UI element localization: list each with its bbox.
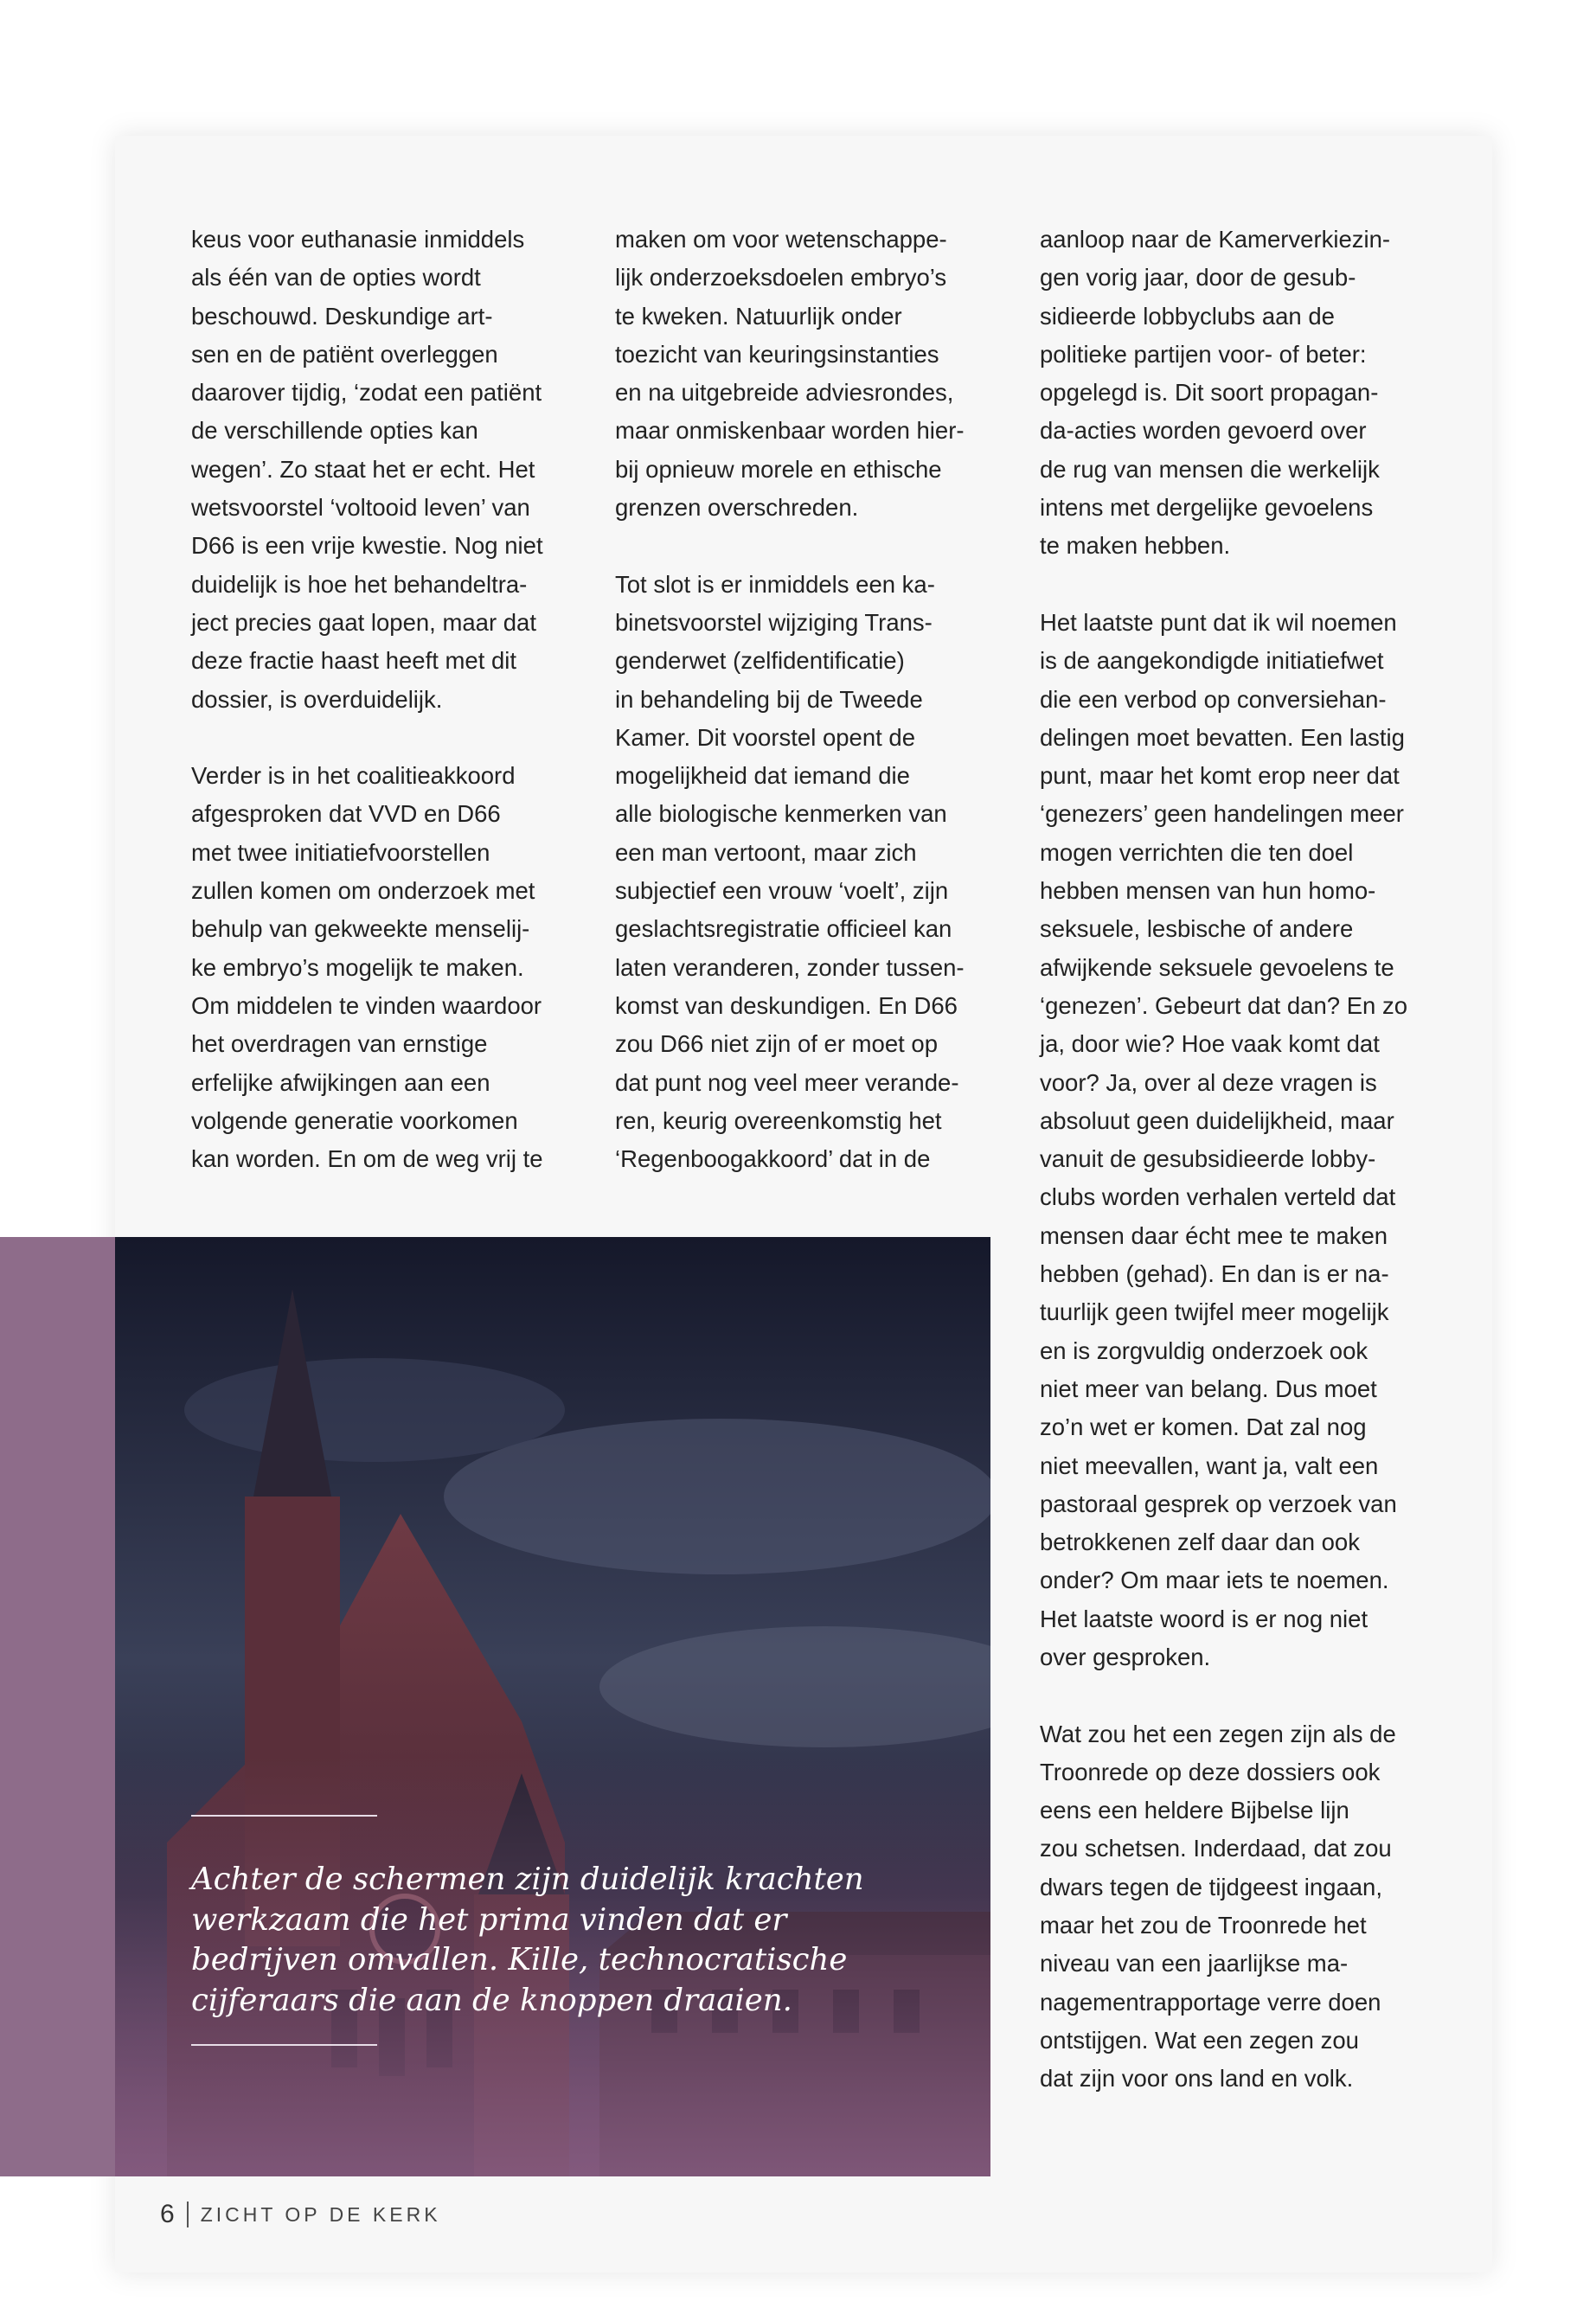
paragraph: Verder is in het coalitieakkoord afgesproken dat VVD en D66 met twee initiatiefvoorstellen zullen komen om onderzoek met behulp van gekweekte menselij- ke embryo’s mogelijk te maken. Om middelen te vinden waardoor het overdragen van ernstige erfelijke afwijkingen aan een volgende generatie voorkomen kan worden. En om de weg vrij te xyxy=(191,762,543,1173)
text-column-3 xyxy=(1040,221,1429,2137)
paragraph: Het laatste punt dat ik wil noemen is de aangekondigde initiatiefwet die een verbod op conversiehan- delingen moet bevatten. Een lastig punt, maar het komt erop neer dat ‘genezers’ geen handelingen meer mogen verrichten die ten doel hebben mensen van hun homo- seksuele, lesbische of andere afwijkende seksuele gevoelens te ‘genezen’. Gebeurt dat dan? En zo ja, door wie? Hoe vaak komt dat voor? Ja, over al deze vragen is absoluut geen duidelijkheid, maar vanuit de gesubsidieerde lobby- clubs worden verhalen verteld dat mensen daar écht mee te maken hebben (gehad). En dan is er na- tuurlijk geen twijfel meer mogelijk en is zorgvuldig onderzoek ook niet meer van belang. Dus moet zo’n wet er komen. Dat zal nog niet meevallen, want ja, valt een pastoraal gesprek op verzoek van betrokkenen zelf daar dan ook onder? Om maar iets te noemen. Het laatste woord is er nog niet over gesproken. xyxy=(1040,608,1408,1670)
paragraph: Tot slot is er inmiddels een ka- binetsvoorstel wijziging Trans- genderwet (zelfidentificatie) in behandeling bij de Tweede Kamer. Dit voorstel opent de mogelijkheid dat iemand die alle biologische kenmerken van een man vertoont, maar zich subjectief een vrouw ‘voelt’, zijn geslachtsregistratie officieel kan laten veranderen, zonder tussen- komst van deskundigen. En D66 zou D66 niet zijn of er moet op dat punt nog veel meer verande- ren, keurig overeenkomstig het ‘Regenboogakkoord’ dat in de xyxy=(615,570,965,1173)
quote-divider-bottom xyxy=(191,2044,377,2046)
pull-quote: Achter de schermen zijn duidelijk krachten werkzaam die het prima vinden dat er bedrijven omvallen. Kille, technocratische cijferaars die aan de knoppen draaien. xyxy=(191,1862,864,2018)
ridderzaal-photo xyxy=(115,1237,990,2176)
paragraph: Wat zou het een zegen zijn als de Troonrede op deze dossiers ook eens een heldere Bijbelse lijn zou schetsen. Inderdaad, dat zou dwars tegen de tijdgeest ingaan, maar het zou de Troonrede het niveau van een jaarlijkse ma- nagementrapportage verre doen ontstijgen. Wat een zegen zou dat zijn voor ons land en volk. xyxy=(1040,1720,1396,2093)
paragraph: maken om voor wetenschappe- lijk onderzoeksdoelen embryo’s te kweken. Natuurlijk onder toezicht van keuringsinstanties en na uitgebreide adviesrondes, maar onmiskenbaar worden hier- bij opnieuw morele en ethische grenzen overschreden. xyxy=(615,226,965,522)
magazine-name: ZICHT OP DE KERK xyxy=(200,2202,441,2226)
page-number: 6 xyxy=(160,2200,175,2228)
text-column-2 xyxy=(615,221,1004,1217)
building-illustration xyxy=(115,1237,990,2176)
paragraph: keus voor euthanasie inmiddels als één van de opties wordt beschouwd. Deskundige art- sen en de patiënt overleggen daarover tijdig, ‘zodat een patiënt de verschillende opties kan wegen’. Zo staat het er echt. Het wetsvoorstel ‘voltooid leven’ van D66 is een vrije kwestie. Nog niet duidelijk is hoe het behandeltra- ject precies gaat lopen, maar dat deze fractie haast heeft met dit dossier, is overduidelijk. xyxy=(191,226,543,713)
page-footer xyxy=(160,2197,441,2232)
paragraph: aanloop naar de Kamerverkiezin- gen vorig jaar, door de gesub- sidieerde lobbyclubs aan de politieke partijen voor- of beter: opgelegd is. Dit soort propagan- da-acties worden gevoerd over de rug van mensen die werkelijk intens met dergelijke gevoelens te maken hebben. xyxy=(1040,226,1391,560)
footer-divider xyxy=(187,2202,189,2227)
text-column-1 xyxy=(191,221,580,1217)
quote-divider-top xyxy=(191,1815,377,1817)
